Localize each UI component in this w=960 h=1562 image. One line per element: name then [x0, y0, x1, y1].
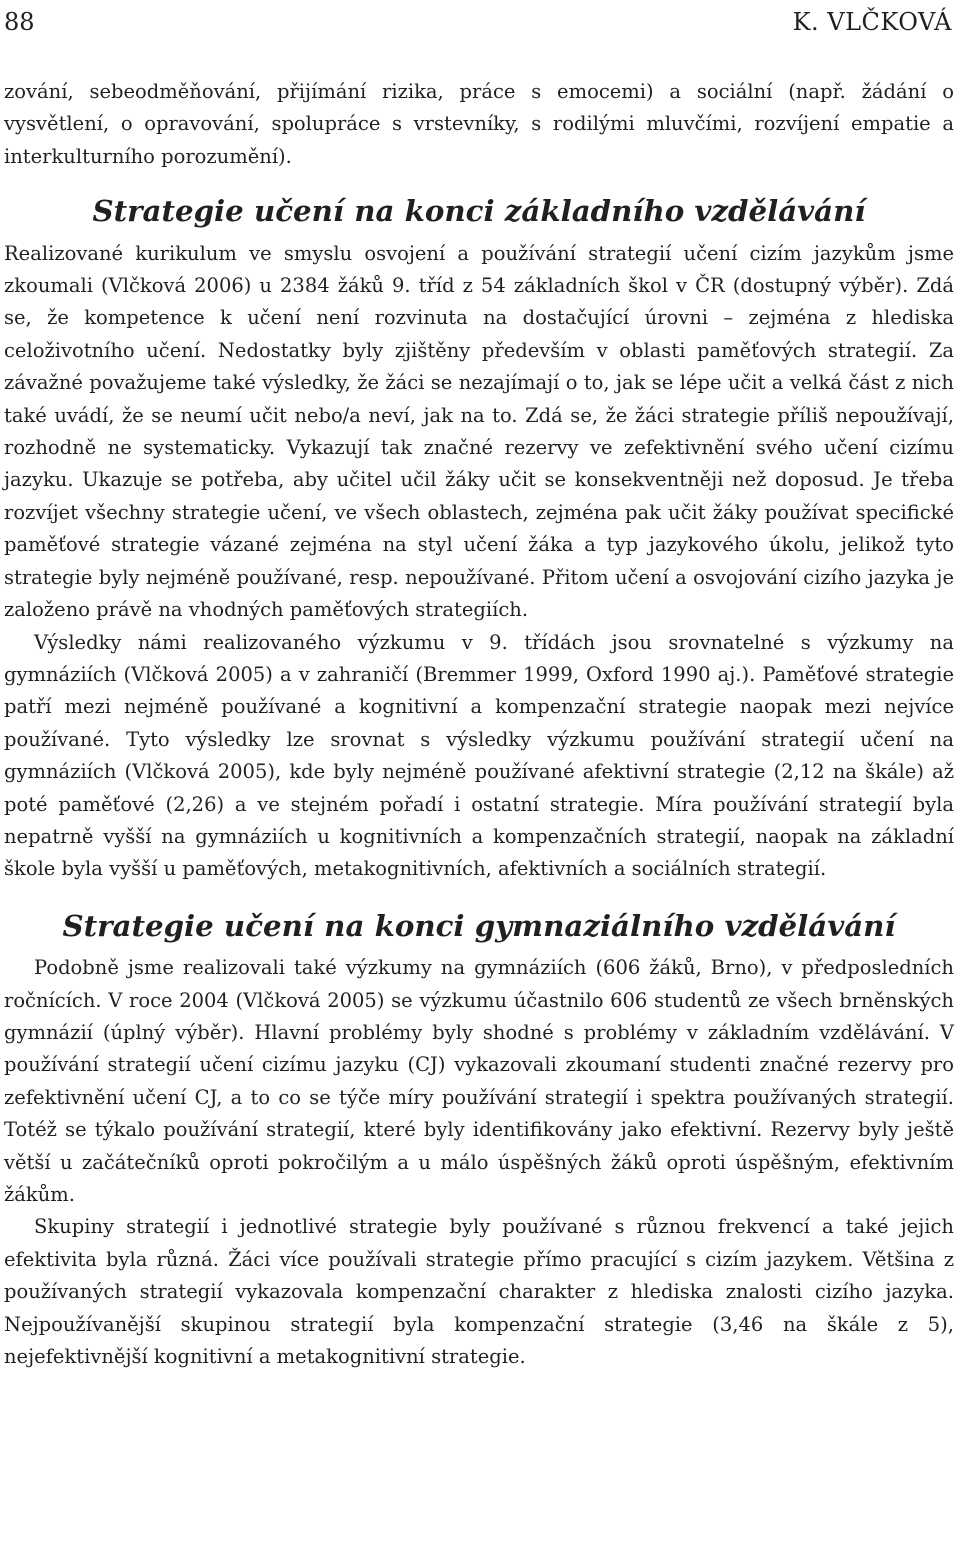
section1-paragraph-1: Realizované kurikulum ve smyslu osvojení a používání strategií učení cizím jazykům jsme zkoumali (Vlčková 2006) u 2384 žáků 9. tříd z 54 základních škol v ČR (dostupný výběr). Zdá se, že kompetence k učení není rozvinuta na dostačující úrovni – zejména z hlediska celoživotního učení. Nedostatky byly zjištěny především v oblasti paměťových strategií. Za závažné považujeme také výsledky, že žáci se nezajímají o to, jak se lépe učit a velká část z nich také uvádí, že se neumí učit nebo/a neví, jak na to. Zdá se, že žáci strategie příliš nepoužívají, rozhodně ne systematicky. Vykazují tak značné rezervy ve zefektivnění svého učení cizímu jazyku. Ukazuje se potřeba, aby učitel učil žáky učit se konsekventněji než doposud. Je třeba rozvíjet všechny strategie učení, ve všech oblastech, zejména pak učit žáky používat specifické paměťové strategie vázané zejména na styl učení žáka a typ jazykového úkolu, jelikož tyto strategie byly nejméně používané, resp. nepoužívané. Přitom učení a osvojování cizího jazyka je založeno právě na vhodných paměťových strategiích. — [4, 241, 954, 622]
body-text — [4, 76, 954, 1373]
section2-paragraph-1: Podobně jsme realizovali také výzkumy na gymnáziích (606 žáků, Brno), v předposledních ročnících. V roce 2004 (Vlčková 2005) se výzkumu účastnilo 606 studentů ze všech brněnských gymnázií (úplný výběr). Hlavní problémy byly shodné s problémy v základním vzdělávání. V používání strategií učení cizímu jazyku (CJ) vykazovali zkoumaní studenti značné rezervy pro zefektivnění učení CJ, a to co se týče míry používání strategií i spektra používaných strategií. Totéž se týkalo používání strategií, které byly identifikovány jako efektivní. Rezervy byly ještě větší u začátečníků oproti pokročilým a u málo úspěšných žáků oproti úspěšným, efektivním žákům. — [4, 956, 954, 1206]
page-header — [4, 4, 952, 40]
running-head-author: K. VLČKOVÁ — [792, 8, 952, 36]
section-heading-grammar-school: Strategie učení na konci gymnaziálního vzdělávání — [62, 908, 896, 943]
section2-paragraph-2: Skupiny strategií i jednotlivé strategie byly používané s různou frekvencí a také jejich efektivita byla různá. Žáci více používali strategie přímo pracující s cizím jazykem. Většina z používaných strategií vykazovala kompenzační charakter z hlediska znalosti cizího jazyka. Nejpoužívanější skupinou strategií byla kompenzační strategie (3,46 na škále z 5), nejefektivnější kognitivní a metakognitivní strategie. — [4, 1215, 954, 1369]
section1-paragraph-2: Výsledky námi realizovaného výzkumu v 9. třídách jsou srovnatelné s výzkumy na gymnáziích (Vlčková 2005) a v zahraničí (Bremmer 1999, Oxford 1990 aj.). Paměťové strategie patří mezi nejméně používané a kognitivní a kompenzační strategie naopak mezi nejvíce používané. Tyto výsledky lze srovnat s výsledky výzkumu používání strategií učení na gymnáziích (Vlčková 2005), kde byly nejméně používané afektivní strategie (2,12 na škále) až poté paměťové (2,26) a ve stejném pořadí i ostatní strategie. Míra používání strategií byla nepatrně vyšší na gymnáziích u kognitivních a kompenzačních strategií, naopak na základní škole byla vyšší u paměťových, metakognitivních, afektivních a sociálních strategií. — [4, 630, 954, 881]
intro-paragraph: zování, sebeodměňování, přijímání rizika, práce s emocemi) a sociální (např. žádání o vysvětlení, o opravování, spolupráce s vrstevníky, s rodilými mluvčími, rozvíjení empatie a interkulturního porozumění). — [4, 80, 954, 168]
page-number: 88 — [4, 8, 35, 36]
section-heading-basic-education: Strategie učení na konci základního vzdělávání — [92, 194, 866, 229]
